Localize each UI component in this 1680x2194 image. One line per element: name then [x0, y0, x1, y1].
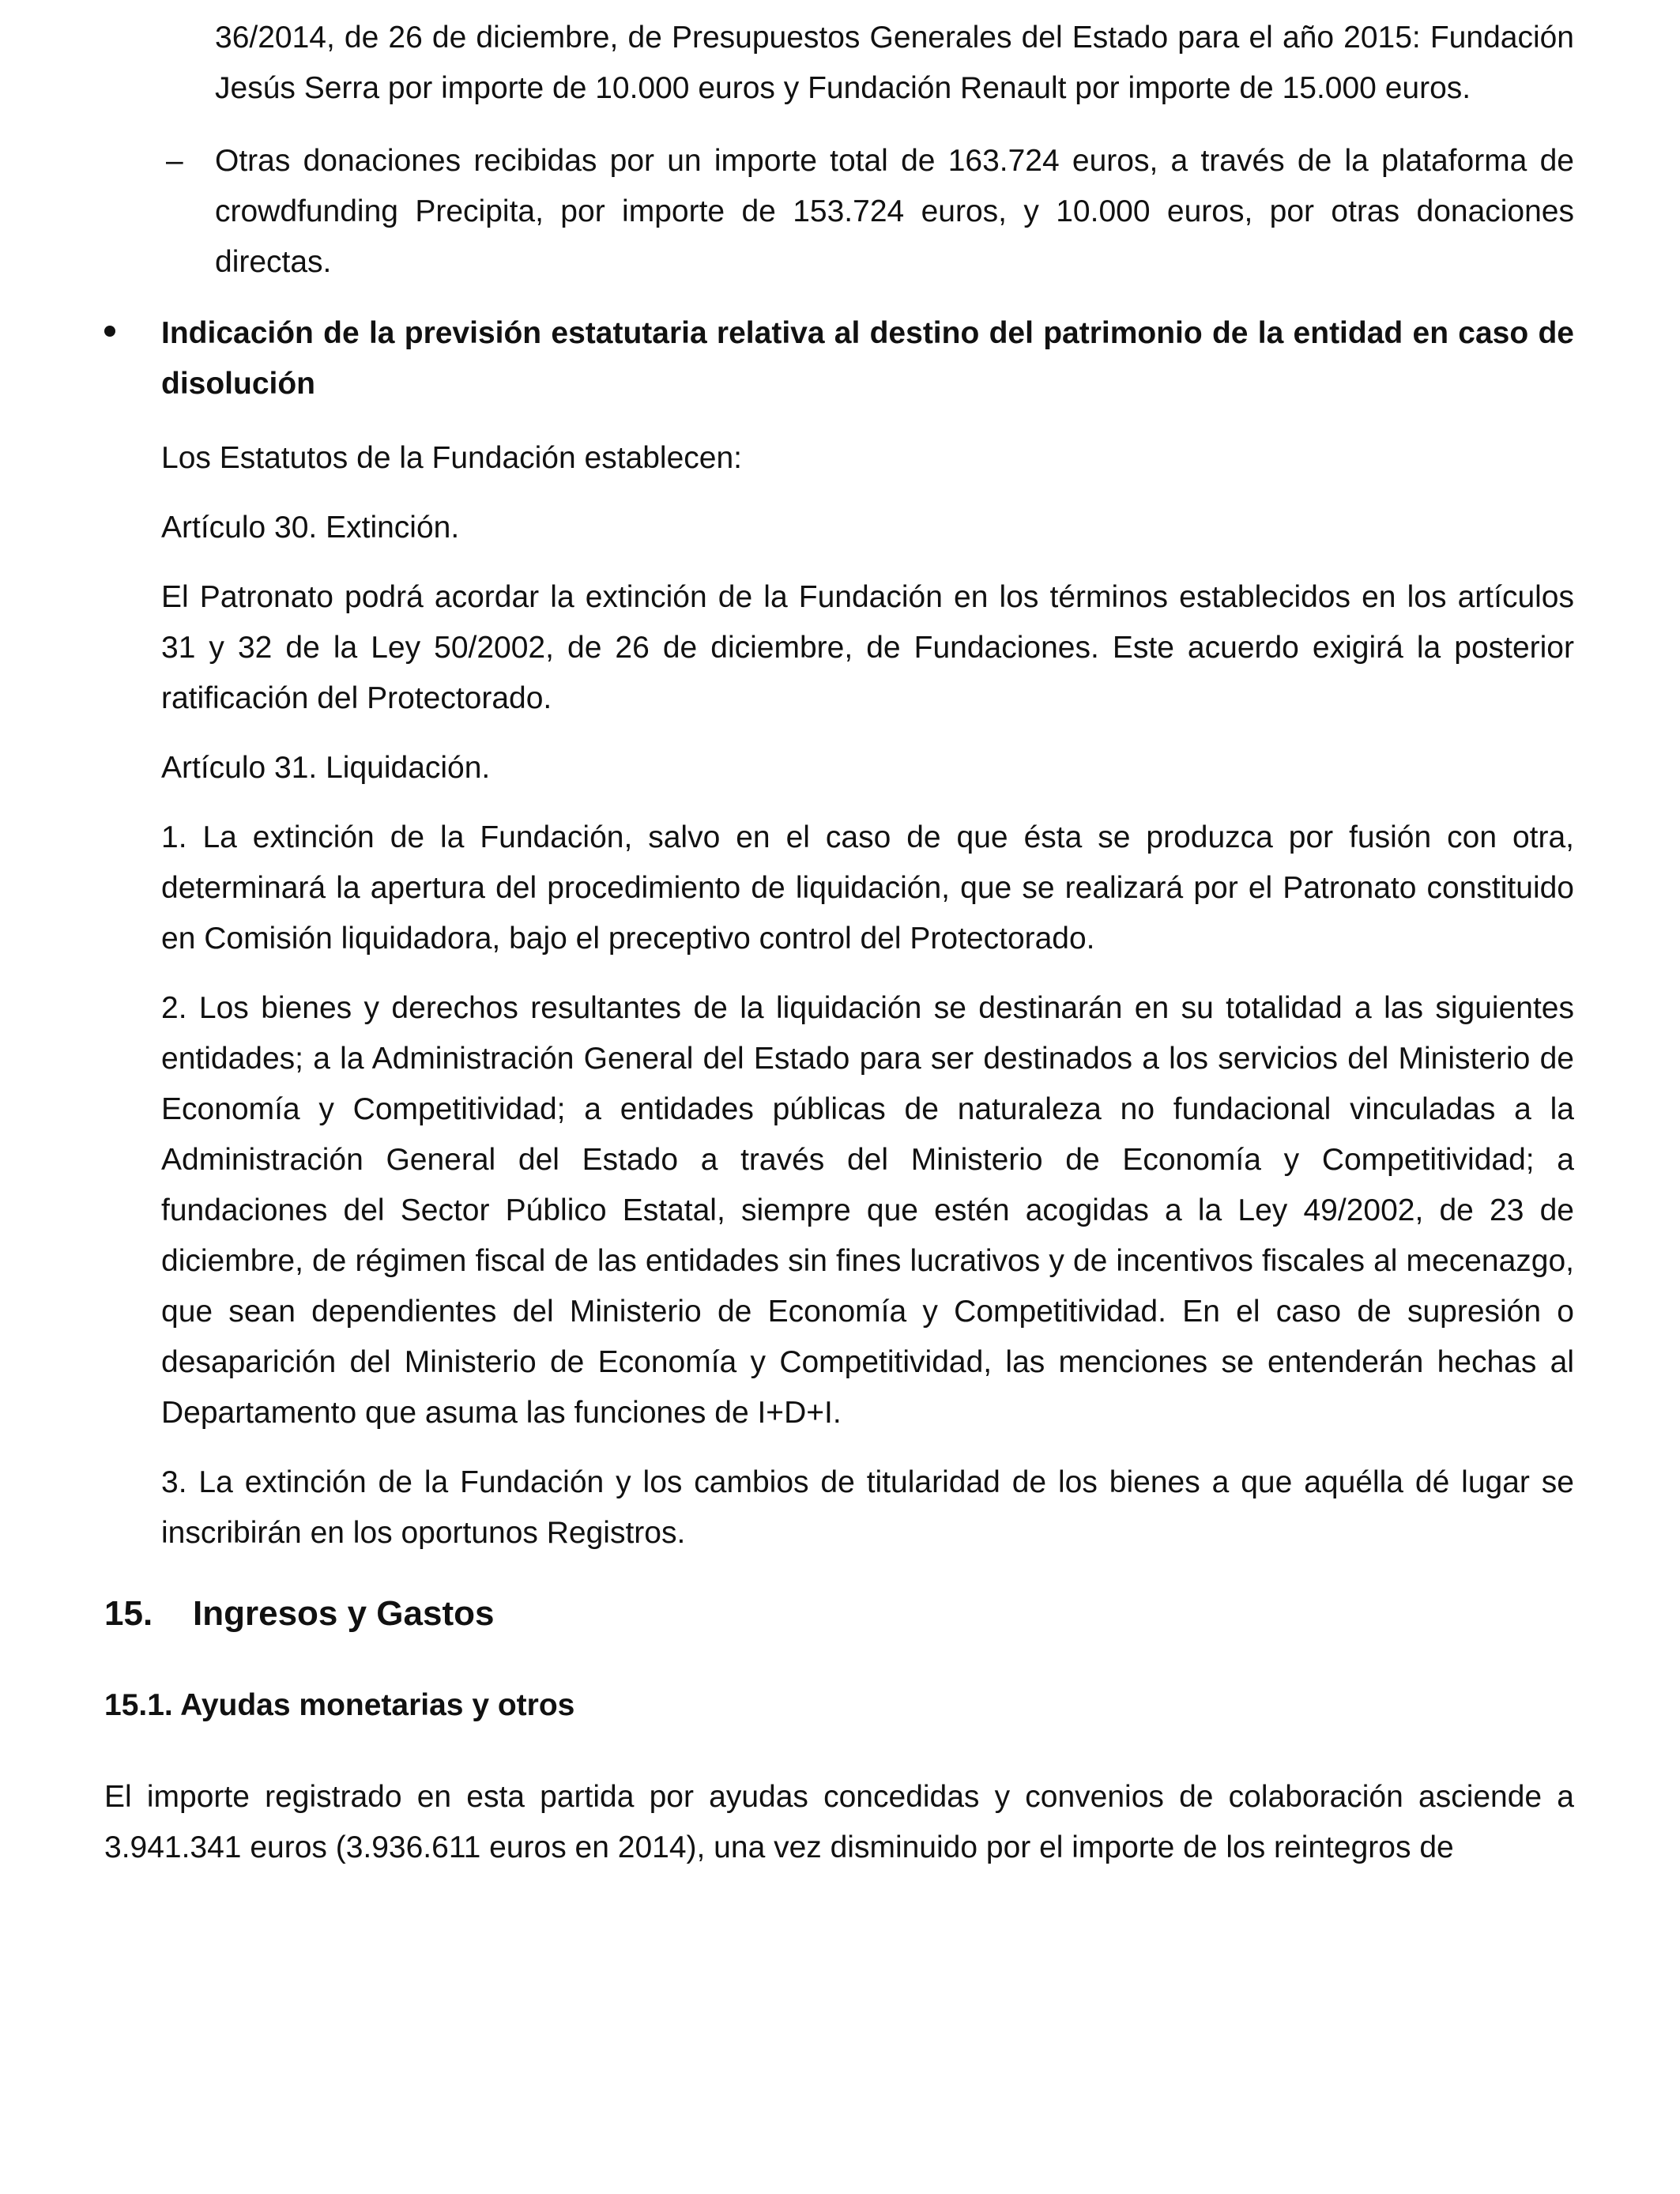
section-number: 15.: [104, 1594, 153, 1633]
bullet-dot-icon: [104, 326, 115, 337]
body-paragraph: 1. La extinción de la Fundación, salvo en el caso de que ésta se produzca por fusión con otra, determinará la apertura del procedimiento de liquidación, que se realizará por el Patronato constituido en Comisión liquidadora, bajo el preceptivo control del Protectorado.: [161, 820, 1574, 956]
body-paragraph: Los Estatutos de la Fundación establecen:: [161, 441, 742, 475]
body-paragraph: 2. Los bienes y derechos resultantes de la liquidación se destinarán en su totalidad a las siguientes entidades; a la Administración General del Estado para ser destinados a los servicios del Ministerio de Economía y Competitividad; a entidades públicas de naturaleza no fundacional vinculadas a la Administración General del Estado a través del Ministerio de Economía y Competitividad; a fundaciones del Sector Público Estatal, siempre que estén acogidas a la Ley 49/2002, de 23 de diciembre, de régimen fiscal de las entidades sin fines lucrativos y de incentivos fiscales al mecenazgo, que sean dependientes del Ministerio de Economía y Competitividad. En el caso de supresión o desaparición del Ministerio de Economía y Competitividad, las menciones se entenderán hechas al Departamento que asuma las funciones de I+D+I.: [161, 991, 1574, 1430]
section-heading: [104, 1589, 494, 1639]
statutes-block: [161, 433, 1574, 1578]
dash-bullet-mark: –: [166, 144, 183, 178]
continuation-paragraph: 36/2014, de 26 de diciembre, de Presupuestos Generales del Estado para el año 2015: Fundación Jesús Serra por importe de 10.000 euros y Fundación Renault por importe de 15.000 euros.: [215, 21, 1574, 105]
subsection-heading: 15.1. Ayudas monetarias y otros: [104, 1688, 575, 1722]
article-heading: Artículo 31. Liquidación.: [161, 751, 491, 785]
bullet-heading: Indicación de la previsión estatutaria relativa al destino del patrimonio de la entidad en caso de disolución: [161, 316, 1574, 401]
body-paragraph: 3. La extinción de la Fundación y los cambios de titularidad de los bienes a que aquélla dé lugar se inscribirán en los oportunos Registros.: [161, 1465, 1574, 1550]
body-paragraph: El Patronato podrá acordar la extinción de la Fundación en los términos establecidos en los artículos 31 y 32 de la Ley 50/2002, de 26 de diciembre, de Fundaciones. Este acuerdo exigirá la posterior ratificación del Protectorado.: [161, 580, 1574, 715]
section-title: Ingresos y Gastos: [193, 1594, 495, 1633]
dash-item-text: Otras donaciones recibidas por un importe total de 163.724 euros, a través de la plataforma de crowdfunding Precipita, por importe de 153.724 euros, y 10.000 euros, por otras donaciones directas.: [215, 144, 1574, 279]
final-paragraph: El importe registrado en esta partida por ayudas concedidas y convenios de colaboración asciende a 3.941.341 euros (3.936.611 euros en 2014), una vez disminuido por el importe de los reintegros de: [104, 1780, 1574, 1864]
article-heading: Artículo 30. Extinción.: [161, 511, 460, 545]
